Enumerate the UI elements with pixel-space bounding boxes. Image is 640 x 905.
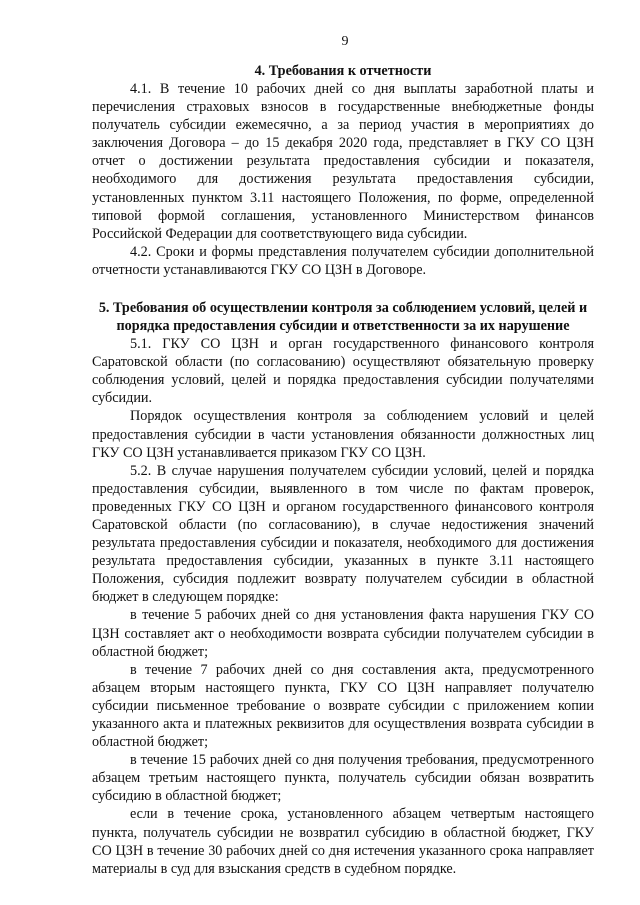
paragraph-5-1: 5.1. ГКУ СО ЦЗН и орган государственного финансового контроля Саратовской области (по согласованию) осуществляют обязательную проверку соблюдения условий, целей и порядка предоставления субсидии получателями субсидии. [92,336,594,407]
paragraph-5-2: 5.2. В случае нарушения получателем субсидии условий, целей и порядка предоставления субсидии, выявленного в том числе по фактам проверок, проведенных ГКУ СО ЦЗН и органом государственного финансового контроля Саратовской области (по согласованию), в случае недостижения значений результата предоставления субсидии и показателя, необходимого для достижения результата предоставления субсидии, указанных в пункте 3.11 настоящего Положения, субсидия подлежит возврату получателем субсидии в областной бюджет в следующем порядке: [92,462,594,606]
paragraph-5-2-step-2: в течение 7 рабочих дней со дня составления акта, предусмотренного абзацем вторым настоящего пункта, ГКУ СО ЦЗН направляет получателю субсидии письменное требование о возврате субсидии с приложением копии указанного акта и платежных реквизитов для осуществления возврата субсидии в областной бюджет; [92,661,594,751]
section-4-title: 4. Требования к отчетности [254,63,432,79]
paragraph-5-2-step-1: в течение 5 рабочих дней со дня установления факта нарушения ГКУ СО ЦЗН составляет акт о необходимости возврата субсидии получателем субсидии в областной бюджет; [92,607,594,660]
paragraph-5-2-step-3: в течение 15 рабочих дней со дня получения требования, предусмотренного абзацем третьим настоящего пункта, получатель субсидии обязан возвратить субсидию в областной бюджет; [92,752,594,805]
section-5-title: 5. Требования об осуществлении контроля за соблюдением условий, целей и порядка предоставления субсидии и ответственности за их нарушение [98,300,588,335]
paragraph-5-2-step-4: если в течение срока, установленного абзацем четвертым настоящего пункта, получатель субсидии не возвратил субсидию в областной бюджет, ГКУ СО ЦЗН в течение 30 рабочих дней со дня истечения указанного срока направляет материалы в суд для взыскания средств в судебном порядке. [92,806,594,877]
page-number: 9 [341,34,349,49]
paragraph-5-1-procedure: Порядок осуществления контроля за соблюдением условий и целей предоставления субсидии в части установления обязанности должностных лиц ГКУ СО ЦЗН устанавливается приказом ГКУ СО ЦЗН. [92,408,594,461]
paragraph-4-1: 4.1. В течение 10 рабочих дней со дня выплаты заработной платы и перечисления страховых взносов в государственные внебюджетные фонды получатель субсидии ежемесячно, а за период участия в мероприятиях до заключения Договора – до 15 декабря 2020 года, представляет в ГКУ СО ЦЗН отчет о достижении результата предоставления субсидии и показателя, необходимого для достижения результата предоставления субсидии, установленных пунктом 3.11 настоящего Положения, по форме, определенной типовой формой соглашения, установленного Министерством финансов Российской Федерации для соответствующего вида субсидии. [92,81,594,242]
paragraph-4-2: 4.2. Сроки и формы представления получателем субсидии дополнительной отчетности устанавливаются ГКУ СО ЦЗН в Договоре. [92,243,594,278]
